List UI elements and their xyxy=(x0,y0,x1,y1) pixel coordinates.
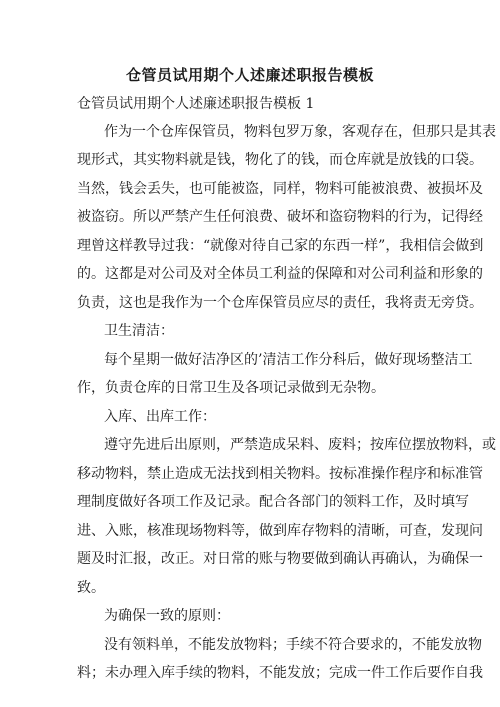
paragraph-line: 的。这都是对公司及对全体员工利益的保障和对公司利益和形象的 xyxy=(77,266,483,282)
paragraph-line: 现形式，其实物料就是钱，物化了的钱，而仓库就是放钱的口袋。 xyxy=(77,152,483,168)
paragraph-line: 每个星期一做好洁净区的’清洁工作分科后，做好现场整洁工 xyxy=(104,352,473,368)
paragraph-line: 题及时汇报，改正。对日常的账与物要做到确认再确认，为确保一 xyxy=(77,551,483,567)
paragraph-line: 负责，这也是我作为一个仓库保管员应尽的责任，我将责无旁贷。 xyxy=(77,295,483,311)
paragraph-line: 当然，钱会丢失，也可能被盗，同样，物料可能被浪费、被损坏及 xyxy=(77,181,483,197)
paragraph-line: 致。 xyxy=(77,580,105,596)
section-heading: 入库、出库工作： xyxy=(104,409,216,425)
document-title: 仓管员试用期个人述廉述职报告模板 xyxy=(125,66,374,84)
section-heading: 为确保一致的原则： xyxy=(104,608,230,624)
section-heading: 卫生清洁： xyxy=(104,323,174,339)
paragraph-line: 理曾这样教导过我：“就像对待自己家的东西一样”，我相信会做到 xyxy=(77,238,484,254)
paragraph-line: 移动物料，禁止造成无法找到相关物料。按标准操作程序和标准管 xyxy=(77,466,483,482)
document-subtitle: 仓管员试用期个人述廉述职报告模板 1 xyxy=(77,96,315,112)
paragraph-line: 没有领料单，不能发放物料；手续不符合要求的，不能发放物 xyxy=(104,637,482,653)
paragraph-line: 理制度做好各项工作及记录。配合各部门的领料工作，及时填写 xyxy=(77,494,469,510)
paragraph-line: 被盗窃。所以严禁产生任何浪费、破坏和盗窃物料的行为，记得经 xyxy=(77,209,483,225)
paragraph-line: 作为一个仓库保管员，物料包罗万象，客观存在，但那只是其表 xyxy=(104,124,496,140)
paragraph-line: 进、入账，核准现场物料等，做到库存物料的清晰，可查，发现问 xyxy=(77,523,483,539)
paragraph-line: 遵守先进后出原则，严禁造成呆料、废料；按库位摆放物料，或 xyxy=(104,437,496,453)
paragraph-line: 作，负责仓库的日常卫生及各项记录做到无杂物。 xyxy=(77,380,385,396)
paragraph-line: 料；未办理入库手续的物料，不能发放；完成一件工作后要作自我 xyxy=(77,665,483,681)
